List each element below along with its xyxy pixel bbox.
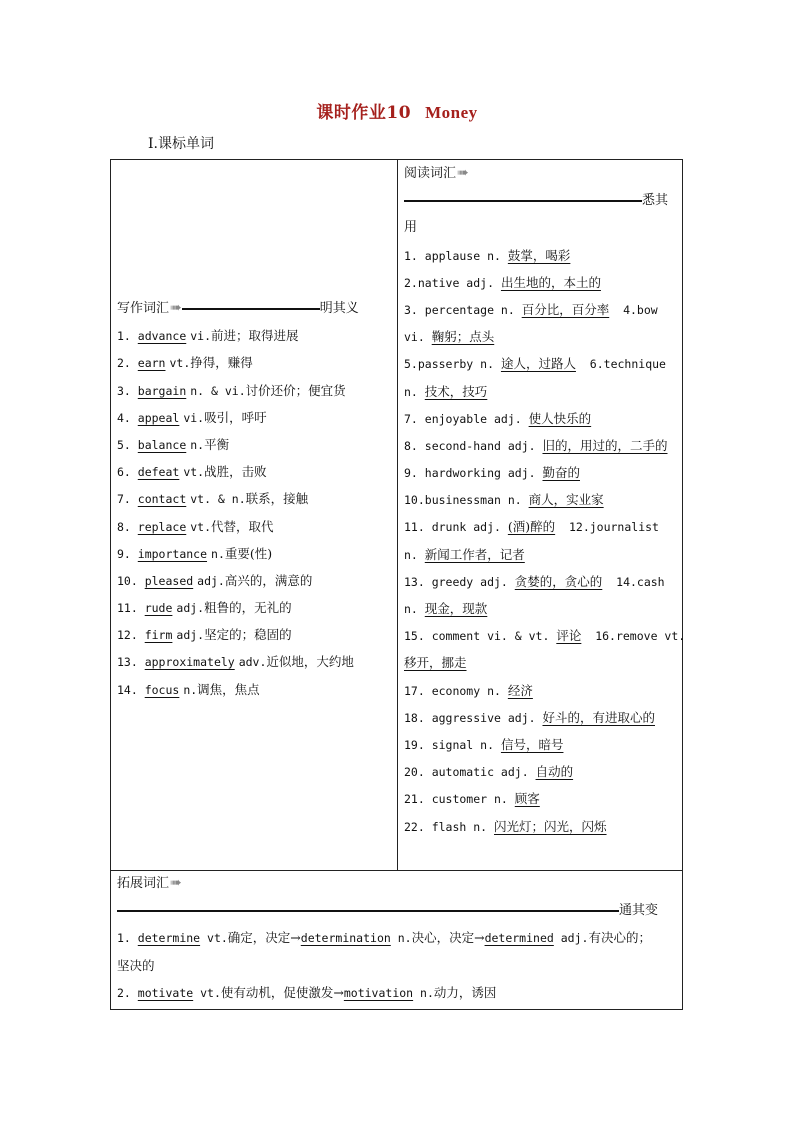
- vocab-word: earn: [137, 356, 166, 371]
- prompt-text: 18. aggressive adj.: [404, 710, 543, 725]
- list-item: [404, 405, 680, 432]
- part-of-speech: n. & vi.: [190, 383, 246, 398]
- prompt-text: 17. economy n.: [404, 683, 508, 698]
- item-number: 9.: [117, 546, 138, 561]
- prompt-text: 2.: [117, 985, 138, 1000]
- prompt-text: 16.remove vt.: [581, 629, 686, 644]
- list-item: [117, 952, 677, 979]
- prompt-text: n.: [404, 384, 425, 399]
- list-item: [404, 323, 680, 350]
- writing-vocab-list: [117, 322, 391, 703]
- part-of-speech: adv.: [238, 655, 267, 670]
- prompt-text: 20. automatic adj.: [404, 765, 536, 780]
- list-item: [404, 649, 680, 676]
- prompt-text: 21. customer n.: [404, 792, 515, 807]
- vocab-word: replace: [137, 519, 187, 534]
- item-number: 3.: [117, 383, 138, 398]
- vocab-word: firm: [144, 628, 173, 643]
- prompt-text: 1.: [117, 931, 138, 946]
- item-number: 10.: [117, 573, 145, 588]
- part-of-speech: adj.: [176, 601, 205, 616]
- answer-text: determination: [300, 931, 391, 946]
- prompt-text: 15. comment vi. & vt.: [404, 629, 557, 644]
- prompt-text: 13. greedy adj.: [404, 574, 515, 589]
- part-of-speech: n.: [190, 437, 205, 452]
- prompt-text: 9. hardworking adj.: [404, 466, 543, 481]
- list-item: [404, 486, 680, 513]
- answer-text: 途人，过路人: [500, 356, 576, 372]
- heading-rule: [404, 200, 642, 202]
- prompt-text: 8. second-hand adj.: [404, 438, 543, 453]
- part-of-speech: n.: [183, 682, 198, 697]
- part-of-speech: vt.: [169, 356, 191, 371]
- prompt-text: 确定，决定→: [227, 930, 301, 946]
- prompt-text: vi.: [404, 330, 432, 345]
- reading-vocab-heading-cont: 用: [404, 220, 418, 236]
- list-item: [404, 378, 680, 405]
- reading-vocab-heading: 阅读词汇➠: [404, 160, 680, 187]
- prompt-text: adj.: [553, 931, 589, 946]
- part-of-speech: adj.: [197, 573, 225, 588]
- prompt-text: 12.journalist: [555, 520, 659, 535]
- answer-text: 鞠躬；点头: [431, 329, 495, 345]
- column-divider: [397, 160, 398, 870]
- prompt-text: 7. enjoyable adj.: [404, 411, 529, 426]
- prompt-text: n.: [390, 931, 412, 946]
- title-cn: 课时作业10: [316, 103, 412, 123]
- list-item: [117, 485, 391, 512]
- answer-text: 信号，暗号: [500, 736, 564, 752]
- list-item: [404, 813, 680, 840]
- list-item: [117, 567, 391, 594]
- list-item: [117, 404, 391, 431]
- item-number: 7.: [117, 492, 138, 507]
- answer-text: determine: [137, 931, 201, 946]
- answer-text: motivate: [137, 985, 194, 1000]
- vocab-word: focus: [144, 682, 180, 697]
- prompt-text: 11. drunk adj.: [404, 520, 508, 535]
- vocab-word: defeat: [137, 465, 180, 480]
- word-meaning: 重要(性): [224, 545, 273, 561]
- list-item: [117, 513, 391, 540]
- word-meaning: 前进；取得进展: [211, 328, 299, 344]
- list-item: [117, 322, 391, 349]
- answer-text: 新闻工作者，记者: [424, 546, 525, 562]
- word-meaning: 联系，接触: [245, 491, 309, 507]
- list-item: [404, 758, 680, 785]
- item-number: 1.: [117, 329, 138, 344]
- list-item: [117, 458, 391, 485]
- list-item: [117, 431, 391, 458]
- answer-text: 自动的: [535, 764, 574, 780]
- vocab-word: approximately: [144, 655, 235, 670]
- item-number: 14.: [117, 682, 145, 697]
- word-meaning: 高兴的，满意的: [224, 572, 313, 588]
- prompt-text: 4.bow: [609, 302, 658, 317]
- prompt-text: 使有动机，促使激发→: [220, 984, 344, 1000]
- list-item: [404, 677, 680, 704]
- list-item: [117, 540, 391, 567]
- list-item: [404, 704, 680, 731]
- list-item: [117, 594, 391, 621]
- word-meaning: 近似地，大约地: [266, 654, 354, 670]
- answer-text: 技术，技巧: [424, 383, 488, 399]
- list-item: [404, 541, 680, 568]
- list-item: [117, 377, 391, 404]
- answer-text: 鼓掌，喝彩: [507, 247, 571, 263]
- prompt-text: 5.passerby n.: [404, 357, 501, 372]
- answer-text: 出生地的，本土的: [500, 274, 601, 290]
- answer-text: 使人快乐的: [528, 410, 592, 426]
- arrow-right-icon: ➠: [170, 300, 182, 316]
- extended-vocab-list: [117, 924, 677, 1006]
- prompt-text: 6.technique: [575, 357, 666, 372]
- item-number: 12.: [117, 628, 145, 643]
- word-meaning: 讨价还价；便宜货: [245, 382, 346, 398]
- answer-text: 闪光灯；闪光，闪烁: [494, 818, 607, 834]
- list-item: [404, 432, 680, 459]
- word-meaning: 平衡: [204, 436, 230, 452]
- prompt-text: 3. percentage n.: [404, 302, 522, 317]
- answer-text: 勤奋的: [542, 465, 580, 481]
- reading-vocab-cell: [404, 160, 686, 840]
- list-item: [117, 676, 391, 703]
- item-number: 13.: [117, 655, 145, 670]
- answer-text: (酒)醉的: [507, 519, 556, 535]
- extended-vocab-cell: [117, 870, 677, 1006]
- prompt-text: vt.: [200, 931, 228, 946]
- list-item: [404, 350, 680, 377]
- part-of-speech: vi.: [190, 329, 212, 344]
- item-number: 2.: [117, 356, 138, 371]
- answer-text: 好斗的，有进取心的: [542, 709, 655, 725]
- answer-text: 旧的，用过的，二手的: [542, 437, 668, 453]
- list-item: [404, 459, 680, 486]
- arrow-right-icon: ➠: [457, 165, 469, 181]
- word-meaning: 挣得，赚得: [190, 355, 253, 371]
- answer-text: determined: [484, 931, 554, 946]
- item-number: 4.: [117, 410, 138, 425]
- vocab-word: balance: [137, 437, 187, 452]
- title-en: Money: [425, 103, 478, 122]
- list-item: [117, 621, 391, 648]
- list-item: [117, 648, 391, 675]
- item-number: 11.: [117, 601, 145, 616]
- answer-text: motivation: [343, 985, 414, 1000]
- list-item: [117, 924, 677, 951]
- prompt-text: 14.cash: [602, 574, 665, 589]
- list-item: [404, 296, 680, 323]
- writing-vocab-heading: 写作词汇➠ 明其义: [117, 295, 391, 322]
- list-item: [117, 979, 677, 1006]
- part-of-speech: vi.: [183, 410, 205, 425]
- prompt-text: 有决心的；: [588, 930, 651, 946]
- prompt-text: vt.: [193, 985, 221, 1000]
- part-of-speech: vt.: [183, 465, 205, 480]
- vocab-word: bargain: [137, 383, 187, 398]
- prompt-text: n.: [404, 547, 425, 562]
- writing-vocab-cell: [117, 295, 391, 703]
- answer-text: 经济: [507, 682, 533, 698]
- reading-vocab-heading-rule-line: 悉其: [404, 187, 680, 214]
- word-meaning: 代替，取代: [211, 518, 274, 534]
- extended-vocab-heading: 拓展词汇➠: [117, 870, 677, 897]
- item-number: 8.: [117, 519, 138, 534]
- prompt-text: 决心，决定→: [411, 930, 485, 946]
- answer-text: 移开，挪走: [404, 655, 467, 671]
- part-of-speech: vt. & n.: [190, 492, 246, 507]
- answer-text: 评论: [556, 628, 582, 644]
- prompt-text: 动力，诱因: [433, 984, 497, 1000]
- vocab-word: pleased: [144, 573, 194, 588]
- section-label: Ⅰ.课标单词: [148, 136, 214, 152]
- item-number: 5.: [117, 437, 138, 452]
- list-item: [404, 785, 680, 812]
- vocab-word: advance: [137, 329, 187, 344]
- prompt-text: 10.businessman n.: [404, 493, 529, 508]
- word-meaning: 坚定的；稳固的: [204, 627, 292, 643]
- page-title: [0, 98, 794, 123]
- list-item: [404, 269, 680, 296]
- list-item: [404, 568, 680, 595]
- part-of-speech: adj.: [176, 628, 205, 643]
- vocab-word: importance: [137, 546, 208, 561]
- prompt-text: n.: [404, 602, 425, 616]
- part-of-speech: n.: [211, 546, 225, 561]
- list-item: [404, 242, 680, 269]
- answer-text: 顾客: [514, 791, 540, 807]
- prompt-text: 1. applause n.: [404, 248, 508, 263]
- word-meaning: 调焦，焦点: [197, 681, 260, 697]
- list-item: [404, 731, 680, 758]
- prompt-text: 22. flash n.: [404, 819, 495, 834]
- vocab-word: appeal: [137, 410, 180, 425]
- word-meaning: 吸引，呼吁: [204, 409, 267, 425]
- list-item: [117, 349, 391, 376]
- prompt-text: 19. signal n.: [404, 737, 501, 752]
- prompt-text: 坚决的: [117, 957, 155, 973]
- heading-rule: [182, 308, 320, 310]
- prompt-text: n.: [413, 985, 434, 1000]
- answer-text: 商人，实业家: [528, 492, 604, 508]
- prompt-text: 2.native adj.: [404, 275, 501, 290]
- part-of-speech: vt.: [190, 519, 212, 534]
- word-meaning: 战胜，击败: [204, 464, 267, 480]
- vocab-word: contact: [137, 492, 187, 507]
- vocab-word: rude: [144, 601, 173, 616]
- list-item: [404, 622, 686, 649]
- list-item: [404, 513, 680, 540]
- vocabulary-table: [110, 159, 686, 1010]
- list-item: [404, 595, 680, 622]
- heading-rule: [117, 910, 619, 912]
- answer-text: 贪婪的，贪心的: [514, 573, 603, 589]
- extended-vocab-heading-rule-line: 通其变: [117, 897, 677, 924]
- item-number: 6.: [117, 465, 138, 480]
- answer-text: 现金，现款: [424, 601, 488, 616]
- reading-vocab-list: [404, 242, 686, 840]
- arrow-right-icon: ➠: [170, 875, 182, 891]
- word-meaning: 粗鲁的，无礼的: [204, 600, 292, 616]
- answer-text: 百分比，百分率: [521, 301, 610, 317]
